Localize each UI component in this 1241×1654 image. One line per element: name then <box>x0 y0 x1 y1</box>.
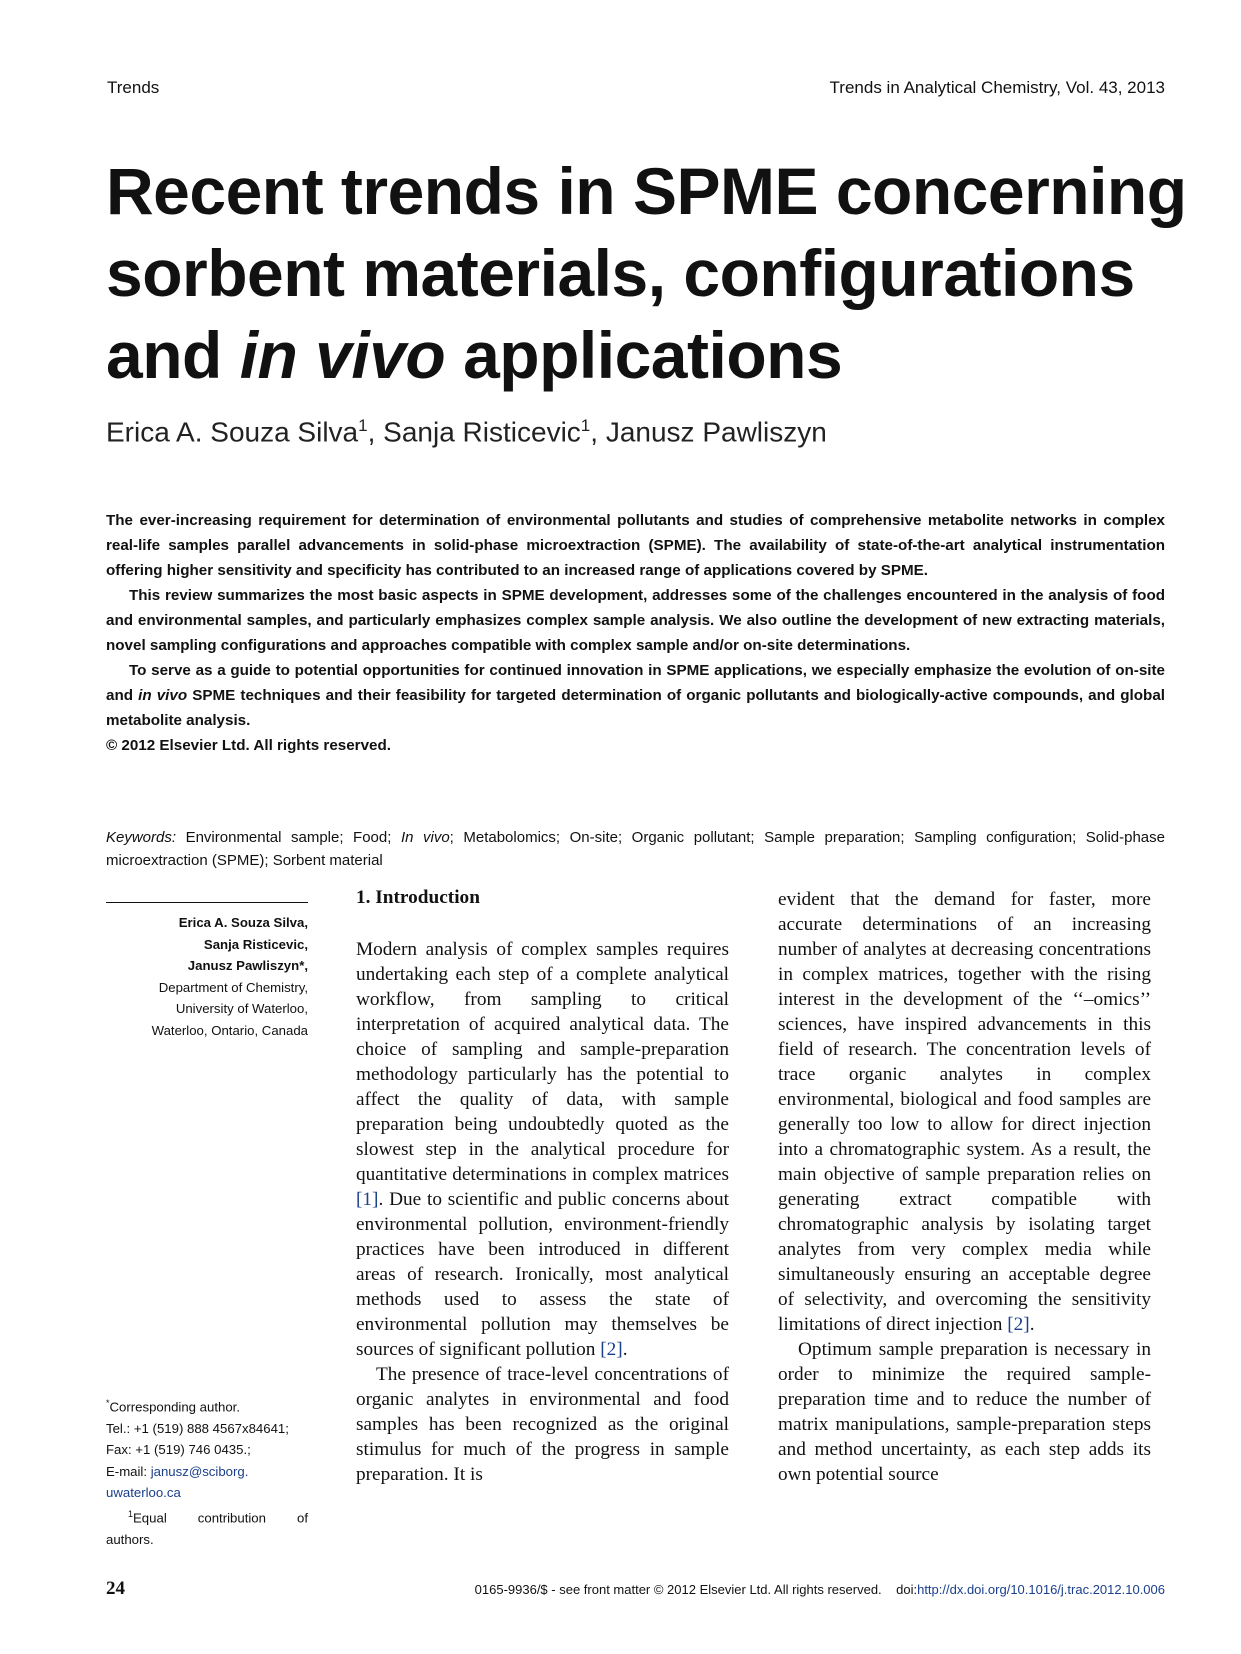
intro-paragraph-2-continued <box>778 887 1151 1337</box>
intro-p2-cont-text: evident that the demand for faster, more accurate determinations of an increasing number of analytes at decreasing concentrations in complex matrices, together with the rising interest in the development of the ‘‘–omics’’ sciences, have inspired advancements in this field of research. The concentration levels of trace organic analytes in complex environmental, biological and food samples are generally too low to allow for direct injection into a chromatographic system. As a result, the main objective of sample preparation relies on generating extract compatible with chromatographic analysis by isolating target analytes from very complex media while simultaneously ensuring an acceptable degree of selectivity, and overcoming the sensitivity limitations of direct injection <box>778 889 1151 1335</box>
article-title <box>106 150 1186 396</box>
email-link-part-1[interactable]: janusz@sciborg. <box>150 1463 249 1479</box>
abstract-p3-text-a: To serve as a guide to potential opportunities for continued innovation in SPME applications, we especially emphasize the evolution of on-site and <box>106 662 1165 704</box>
abstract-copyright: © 2012 Elsevier Ltd. All rights reserved. <box>106 737 391 754</box>
keywords-list-b: ; Metabolomics; On-site; Organic pollutant; Sample preparation; Sampling configuration; Solid-phase microextraction (SPME); Sorbent material <box>106 829 1165 869</box>
title-line-1: Recent trends in SPME concerning <box>106 154 1187 228</box>
footnote-corresponding-text: Corresponding author. <box>109 1399 241 1415</box>
affiliation-name-2: Sanja Risticevic, <box>203 936 308 952</box>
abstract-p3-text-b: SPME techniques and their feasibility for targeted determination of organic pollutants and biologically-active compounds, and global metabolite analysis. <box>106 687 1165 729</box>
affiliation-name-1: Erica A. Souza Silva, <box>178 915 308 930</box>
citation-3[interactable]: [2] <box>1007 1314 1030 1335</box>
title-line-3 <box>106 314 1186 396</box>
email-link-part-2[interactable]: uwaterloo.ca <box>106 1485 181 1501</box>
affiliation-department: Department of Chemistry, <box>158 979 308 995</box>
body-column-right <box>778 887 1151 1487</box>
footnote-equal-text: Equal contribution of <box>133 1510 308 1526</box>
footnote-star: * <box>106 1398 110 1408</box>
intro-p1-end: . <box>622 1339 628 1360</box>
footnote-tel: Tel.: +1 (519) 888 4567x84641; <box>106 1420 289 1436</box>
doi-link[interactable]: http://dx.doi.org/10.1016/j.trac.2012.10.006 <box>917 1582 1165 1597</box>
running-head-journal: Trends in Analytical Chemistry, Vol. 43, 2013 <box>829 78 1165 97</box>
footnote-email-cont <box>106 1482 308 1504</box>
footnote-email <box>106 1461 308 1483</box>
author-2-note: 1 <box>580 416 591 435</box>
footnote-equal-cont: authors. <box>106 1531 154 1547</box>
footnote-corresponding <box>106 1393 308 1418</box>
abstract-paragraph-1: The ever-increasing requirement for determination of environmental pollutants and studies of comprehensive metabolite networks in complex real-life samples parallel advancements in solid-phase microextraction (SPME). The availability of state-of-the-art analytical instrumentation offering higher sensitivity and specificity has contributed to an increased range of applications covered by SPME. <box>106 512 1165 579</box>
intro-paragraph-2: The presence of trace-level concentrations of organic analytes in environmental and food samples has been recognized as the original stimulus for much of the progress in sample preparation. It is <box>356 1364 729 1485</box>
abstract <box>106 508 1165 758</box>
intro-p1-text-b: . Due to scientific and public concerns about environmental pollution, environment-friendly practices have been introduced in different areas of research. Ironically, most analytical methods used to assess the state of environmental pollution may themselves be sources of significant pollution <box>356 1189 729 1360</box>
footnote-equal-contribution <box>106 1504 308 1529</box>
author-list: Erica A. Souza Silva$^1$, Sanja Risticevic$^1$, Janusz Pawliszyn <box>106 416 827 448</box>
affiliation-name-3: Janusz Pawliszyn*, <box>187 958 308 973</box>
intro-p2-end: . <box>1029 1314 1035 1335</box>
section-heading-introduction: 1. Introduction <box>356 887 480 908</box>
keywords-in-vivo: In vivo <box>400 829 450 846</box>
body-column-middle <box>356 937 729 1487</box>
footer-issn-doi <box>475 1582 1165 1597</box>
author-1: Erica A. Souza Silva <box>106 416 359 448</box>
title-applications: applications <box>463 318 843 392</box>
intro-p1-text-a: Modern analysis of complex samples requires undertaking each step of a complete analytical workflow, from sampling to critical interpretation of acquired analytical data. The choice of sampling and sample-preparation methodology particularly has the potential to affect the quality of data, with sample preparation being undoubtedly quoted as the slowest step in the analytical procedure for quantitative determinations in complex matrices <box>356 939 729 1185</box>
author-1-note: 1 <box>358 416 368 435</box>
footnote-fax: Fax: +1 (519) 746 0435.; <box>106 1442 251 1458</box>
title-and: and <box>106 318 222 392</box>
abstract-in-vivo: in vivo <box>138 687 188 704</box>
keywords-label: Keywords: <box>106 829 177 846</box>
footnotes <box>106 1393 308 1550</box>
page-number: 24 <box>106 1578 125 1599</box>
title-line-2: sorbent materials, configurations <box>106 236 1135 310</box>
abstract-paragraph-2: This review summarizes the most basic aspects in SPME development, addresses some of the challenges encountered in the analysis of food and environmental samples, and particularly emphasizes complex sample analysis. We also outline the development of new extracting materials, novel sampling configurations and approaches compatible with complex sample and/or on-site determinations. <box>106 587 1165 654</box>
title-in-vivo: in vivo <box>239 318 446 392</box>
footer-doi-label: doi: <box>896 1582 918 1597</box>
citation-2[interactable]: [2] <box>600 1339 623 1360</box>
intro-paragraph-1 <box>356 937 729 1362</box>
footnote-email-label: E-mail: <box>106 1463 148 1479</box>
affiliation-university: University of Waterloo, <box>175 1001 308 1016</box>
affiliation-city: Waterloo, Ontario, Canada <box>151 1022 308 1038</box>
abstract-paragraph-3 <box>106 658 1165 733</box>
footnote-equal-sup: 1 <box>128 1508 134 1519</box>
citation-1[interactable]: [1] <box>356 1189 379 1210</box>
intro-paragraph-3: Optimum sample preparation is necessary in order to minimize the required sample-preparation time and to reduce the number of matrix manipulations, sample-preparation steps and method uncertainty, as each step adds its own potential source <box>778 1339 1151 1485</box>
running-head-section: Trends <box>107 78 160 97</box>
keywords-list-a: Environmental sample; Food; <box>185 829 392 846</box>
author-affiliation <box>88 912 308 1041</box>
keywords <box>106 826 1165 872</box>
author-3: Janusz Pawliszyn <box>605 416 827 448</box>
footer-issn: 0165-9936/$ - see front matter © 2012 Elsevier Ltd. All rights reserved. <box>474 1582 882 1597</box>
sidebar-rule <box>106 902 308 903</box>
author-2: Sanja Risticevic <box>383 416 581 448</box>
